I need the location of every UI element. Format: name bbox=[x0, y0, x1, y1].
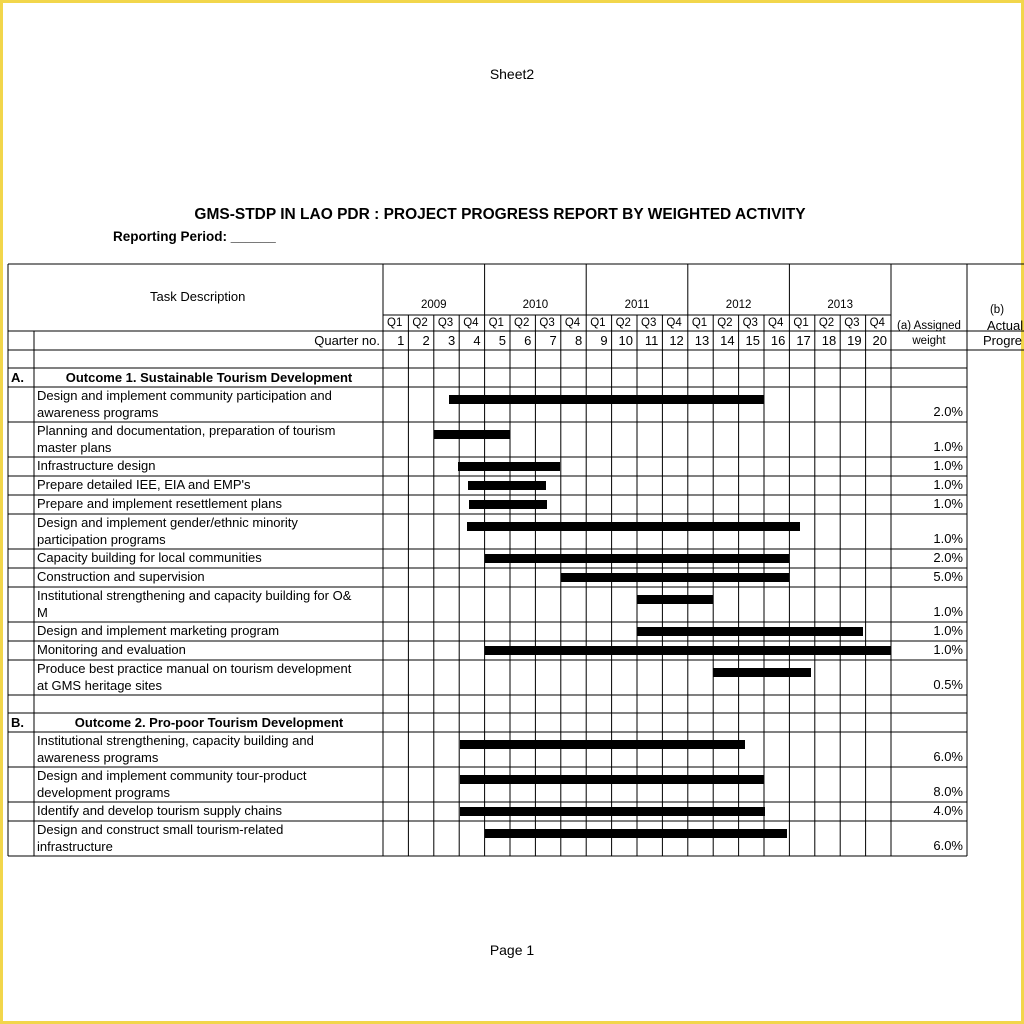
gantt-bar bbox=[449, 395, 764, 404]
quarter-number: 16 bbox=[770, 333, 786, 348]
task-description: Design and implement marketing program bbox=[37, 623, 280, 638]
assigned-weight-value: 2.0% bbox=[933, 550, 963, 565]
task-description: Institutional strengthening, capacity building and bbox=[37, 733, 314, 748]
task-description: at GMS heritage sites bbox=[37, 678, 162, 693]
assigned-weight-value: 6.0% bbox=[933, 838, 963, 853]
gantt-bar bbox=[469, 500, 546, 509]
year-label: 2013 bbox=[827, 299, 853, 311]
quarter-number: 12 bbox=[669, 333, 684, 348]
section-title: Outcome 1. Sustainable Tourism Development bbox=[65, 370, 353, 385]
actual-progress-header: Progre bbox=[983, 333, 1023, 348]
assigned-weight-value: 1.0% bbox=[933, 477, 963, 492]
gantt-bar bbox=[713, 668, 811, 677]
quarter-label: Q1 bbox=[691, 317, 708, 329]
quarter-label: Q3 bbox=[641, 317, 657, 329]
quarter-number: 5 bbox=[498, 333, 506, 348]
gantt-bar bbox=[485, 829, 787, 838]
quarter-number: 6 bbox=[524, 333, 532, 348]
task-description: awareness programs bbox=[37, 750, 159, 765]
quarter-number: 8 bbox=[574, 333, 583, 348]
gantt-bar bbox=[434, 430, 510, 439]
task-description: Infrastructure design bbox=[37, 458, 156, 473]
quarter-number: 17 bbox=[796, 333, 811, 348]
task-description: Capacity building for local communities bbox=[37, 550, 262, 565]
task-description: master plans bbox=[37, 440, 112, 455]
task-description: Design and implement community tour-product bbox=[37, 768, 307, 783]
quarter-number: 10 bbox=[618, 333, 633, 348]
actual-progress-header: (b) bbox=[989, 304, 1005, 316]
gantt-bar bbox=[561, 573, 790, 582]
task-description: Design and construct small tourism-related bbox=[37, 822, 284, 837]
gantt-bar bbox=[637, 595, 713, 604]
quarter-number: 14 bbox=[720, 333, 735, 348]
section-letter: A. bbox=[11, 370, 24, 385]
quarter-label: Q1 bbox=[590, 317, 606, 329]
assigned-weight-value: 1.0% bbox=[933, 642, 963, 657]
quarter-label: Q4 bbox=[564, 317, 581, 329]
assigned-weight-value: 5.0% bbox=[933, 569, 963, 584]
task-description: Identify and develop tourism supply chains bbox=[37, 803, 282, 818]
task-description: Design and implement community participation and bbox=[37, 388, 332, 403]
quarter-number: 3 bbox=[447, 333, 456, 348]
quarter-label: Q4 bbox=[768, 317, 784, 329]
gantt-bar bbox=[460, 807, 765, 816]
gantt-bar bbox=[467, 522, 800, 531]
quarter-label: Q1 bbox=[488, 317, 504, 329]
assigned-weight-value: 1.0% bbox=[933, 604, 963, 619]
actual-progress-header: Actual bbox=[987, 318, 1024, 333]
task-description: Planning and documentation, preparation of tourism bbox=[37, 423, 336, 438]
quarter-no-label: Quarter no. bbox=[314, 333, 380, 348]
task-description: M bbox=[37, 605, 48, 620]
task-description-header: Task Description bbox=[150, 289, 246, 304]
quarter-number: 9 bbox=[600, 333, 608, 348]
assigned-weight-value: 1.0% bbox=[933, 458, 963, 473]
quarter-number: 19 bbox=[847, 333, 862, 348]
task-description: Prepare detailed IEE, EIA and EMP's bbox=[37, 477, 251, 492]
gantt-bar bbox=[637, 627, 863, 636]
quarter-label: Q3 bbox=[742, 317, 758, 329]
quarter-number: 7 bbox=[549, 333, 557, 348]
gantt-bar bbox=[460, 740, 744, 749]
quarter-label: Q2 bbox=[818, 317, 835, 329]
task-description: awareness programs bbox=[37, 405, 159, 420]
task-description: Produce best practice manual on tourism development bbox=[37, 661, 352, 676]
assigned-weight-value: 1.0% bbox=[933, 531, 963, 546]
quarter-label: Q4 bbox=[666, 317, 682, 329]
task-description: Design and implement gender/ethnic minority bbox=[37, 515, 298, 530]
assigned-weight-value: 8.0% bbox=[933, 784, 963, 799]
quarter-number: 11 bbox=[644, 333, 659, 348]
task-description: development programs bbox=[37, 785, 170, 800]
quarter-number: 18 bbox=[821, 333, 837, 348]
year-label: 2009 bbox=[421, 299, 447, 311]
quarter-number: 1 bbox=[397, 333, 405, 348]
reporting-period: Reporting Period: ______ bbox=[113, 229, 276, 244]
gantt-bar bbox=[485, 554, 790, 563]
assigned-weight-header: (a) Assigned bbox=[897, 320, 961, 332]
task-description: Prepare and implement resettlement plans bbox=[37, 496, 282, 511]
assigned-weight-value: 6.0% bbox=[933, 749, 963, 764]
task-description: participation programs bbox=[37, 532, 166, 547]
task-description: infrastructure bbox=[37, 839, 113, 854]
assigned-weight-value: 1.0% bbox=[933, 623, 963, 638]
quarter-label: Q1 bbox=[793, 317, 809, 329]
quarter-number: 15 bbox=[745, 333, 760, 348]
gantt-bar bbox=[460, 775, 764, 784]
assigned-weight-value: 1.0% bbox=[933, 496, 963, 511]
year-label: 2012 bbox=[725, 299, 752, 311]
section-letter: B. bbox=[11, 715, 24, 730]
quarter-label: Q2 bbox=[615, 317, 631, 329]
quarter-number: 20 bbox=[872, 333, 887, 348]
assigned-weight-value: 2.0% bbox=[933, 404, 963, 419]
quarter-label: Q4 bbox=[869, 317, 885, 329]
quarter-label: Q2 bbox=[717, 317, 733, 329]
page-footer: Page 1 bbox=[489, 942, 535, 958]
assigned-weight-header: weight bbox=[912, 335, 946, 347]
task-description: Monitoring and evaluation bbox=[37, 642, 186, 657]
gantt-bar bbox=[485, 646, 891, 655]
assigned-weight-value: 1.0% bbox=[933, 439, 963, 454]
quarter-label: Q1 bbox=[387, 317, 403, 329]
quarter-label: Q3 bbox=[539, 317, 555, 329]
task-description: Construction and supervision bbox=[37, 569, 205, 584]
quarter-label: Q2 bbox=[412, 317, 428, 329]
quarter-number: 2 bbox=[422, 333, 430, 348]
task-description: Institutional strengthening and capacity building for O& bbox=[37, 588, 352, 603]
quarter-label: Q3 bbox=[437, 317, 454, 329]
sheet-name: Sheet2 bbox=[489, 66, 535, 82]
year-label: 2011 bbox=[624, 299, 650, 311]
assigned-weight-value: 4.0% bbox=[933, 803, 963, 818]
year-label: 2010 bbox=[522, 299, 549, 311]
gantt-bar bbox=[468, 481, 545, 490]
quarter-number: 4 bbox=[473, 333, 481, 348]
assigned-weight-value: 0.5% bbox=[933, 677, 963, 692]
quarter-label: Q2 bbox=[514, 317, 530, 329]
section-title: Outcome 2. Pro-poor Tourism Development bbox=[74, 715, 344, 730]
quarter-label: Q4 bbox=[463, 317, 479, 329]
gantt-bar bbox=[458, 462, 560, 471]
quarter-number: 13 bbox=[694, 333, 710, 348]
report-title: GMS-STDP IN LAO PDR : PROJECT PROGRESS REPORT BY WEIGHTED ACTIVITY bbox=[194, 206, 806, 223]
quarter-label: Q3 bbox=[844, 317, 860, 329]
